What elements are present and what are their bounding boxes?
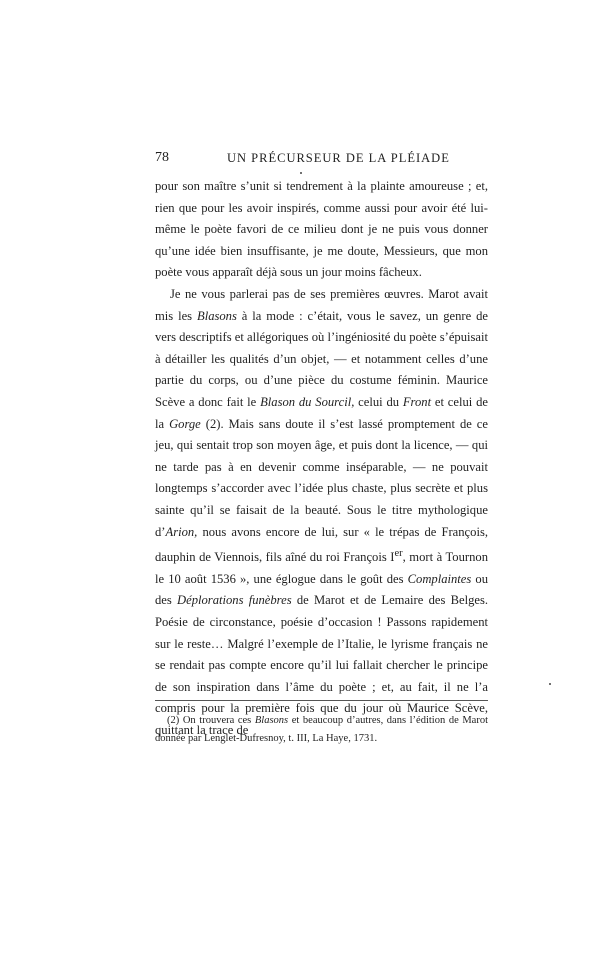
print-speck [549, 683, 551, 685]
body-text [155, 176, 488, 742]
text-run: et celui de la [155, 394, 488, 431]
text-run: Je ne vous parlerai pas de ses premières œuvres. Marot avait mis les [155, 286, 488, 323]
italic-title: Blasons [197, 308, 237, 323]
italic-title: Front [402, 394, 432, 409]
paragraph-1: pour son maître s’unit si tendrement à la plainte amoureuse ; et, rien que pour les avoir inspirés, comme aussi pour avoir été lui-même le poète favori de ce milieu dont je ne puis vous donner qu’une idée bien insuffisante, je me doute, Messieurs, que mon poète vous apparaît déjà sous un jour moins fâcheux. [155, 179, 488, 280]
footnote [155, 712, 488, 748]
italic-title: Blason du Sourcil, [260, 394, 355, 409]
running-head: UN PRÉCURSEUR DE LA PLÉIADE [227, 151, 450, 165]
text-run: (2). Mais sans doute il s’est lassé promptement de ce jeu, qui sentait trop son moyen âge, et puis dont la licence, — qui ne tarde pas à en devenir comme inséparable, — ne pouvait longtemps s’accorder avec l’idée plus chaste, plus secrète et plus sainte qu’il se faisait de la beauté. Sous le titre mythologique d’ [155, 416, 488, 539]
text-run: à la mode : c’était, vous le savez, un genre de vers descriptifs et allégoriques où l’ingéniosité du poète s’épuisait à détailler les qualités d’un objet, — et notamment celles d’une partie du corps, ou d’une pièce du costume féminin. Maurice Scève a donc fait le [155, 308, 489, 409]
text-run: (2) On trouvera ces [167, 715, 255, 726]
print-speck [300, 172, 302, 174]
italic-title: Gorge [169, 416, 201, 431]
italic-title: Blasons [254, 715, 289, 726]
text-run: ou des [155, 571, 489, 608]
footnote-divider [155, 700, 488, 701]
italic-title: Arion, [165, 524, 198, 539]
page-number: 78 [155, 150, 169, 165]
italic-title: Déplorations funèbres [177, 593, 292, 608]
superscript: er [394, 548, 403, 560]
text-run: , mort à Tournon le 10 août 1536 », une églogue dans le goût des [155, 550, 488, 586]
italic-title: Complaintes [407, 571, 472, 586]
text-run: celui du [354, 394, 403, 409]
page-header [155, 150, 488, 170]
text-run: et beaucoup d’autres, dans l’édition de Marot donnée par Lenglet-Dufresnoy, t. III, La Haye, 1731. [155, 715, 488, 744]
paragraph-2 [155, 284, 488, 742]
text-run: de Marot et de Lemaire des Belges. Poésie de circonstance, poésie d’occasion ! Passons rapidement sur le reste… Malgré l’exemple de l’Italie, le lyrisme français ne se rendait pas compte encore qu’il lui fallait chercher le principe de son inspiration dans l’âme du poète ; et, au fait, il ne l’a compris pour la première fois que du jour où Maurice Scève, quittant la trace de [155, 593, 489, 738]
text-run: nous avons encore de lui, sur « le trépas de François, dauphin de Viennois, fils aîné du roi François I [155, 524, 488, 565]
